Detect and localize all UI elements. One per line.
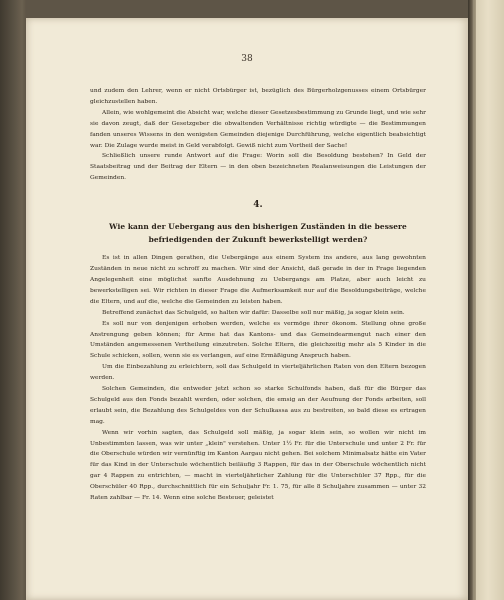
paragraph: Um die Einbezahlung zu erleichtern, soll das Schulgeld in vierteljährlichen Raten von den Eltern bezogen werden. bbox=[90, 364, 426, 382]
page-number: 38 bbox=[241, 54, 253, 64]
paragraph: Betreffend zunächst das Schulgeld, so halten wir dafür: Dasselbe soll nur mäßig, ja sogar klein sein. bbox=[102, 309, 405, 316]
page-sheet bbox=[26, 18, 468, 600]
paragraph: und zudem den Lehrer, wenn er nicht Ortsbürger ist, bezüglich des Bürgerholzgenusses einem Ortsbürger gleichzustellen haben. bbox=[90, 88, 426, 105]
section-title: Wie kann der Uebergang aus den bisherigen Zuständen in die bessere befriedigenden der Zukunft bewerkstelligt werden? bbox=[109, 222, 407, 245]
page-edge-line bbox=[474, 0, 476, 600]
paragraph: Es ist in allen Dingen gerathen, die Uebergänge aus einem System ins andere, aus lang gewohnten Zuständen in neue nicht zu schroff zu machen. Wir sind der Ansicht, daß gerade in der in Frage liegenden Angelegenheit eine möglichst sanfte Ausdehnung zu Uebergangs am Platze, aber auch leicht zu bewerkstelligen sei. Wir richten in dieser Frage die Aufmerksamkeit nur auf die Besoldungsbeiträge, welche die Eltern, und auf die, welche die Gemeinden zu leisten haben. bbox=[90, 255, 426, 305]
paragraph: Allein, wie wohlgemeint die Absicht war, welche dieser Gesetzesbestimmung zu Grunde liegt, und wie sehr sie davon zeugt, daß der Gesetzgeber die obwaltenden Verhältnisse richtig würdigte — die Bestimmungen fanden unseres Wissens in den wenigsten Gemeinden diejenige Durchführung, welche eigentlich beabsichtigt war. Die Zulage wurde meist in Geld verabfolgt. Gewiß nicht zum Vortheil der Sache! bbox=[90, 109, 426, 149]
page-body bbox=[90, 86, 426, 504]
paragraph: Es soll nur von denjenigen erhoben werden, welche es vermöge ihrer ökonom. Stellung ohne große Anstrengung geben können; für Arme hat das Kantons- und das Gemeindearmengut nach einer den Umständen angemessenen Vertheilung einzutreten. Solche Eltern, die gleichzeitig mehr als 5 Kinder in die Schule schicken, sollen, wenn sie es verlangen, auf eine Ermäßigung Anspruch haben. bbox=[90, 320, 426, 360]
paragraph: Wenn wir vorhin sagten, das Schulgeld soll mäßig, ja sogar klein sein, so wollen wir nicht im Unbestimmten lassen, was wir unter „klein" verstehen. Unter 1½ Fr. für die Unterschule und unter 2 Fr. für die Oberschule würden wir vernünftig im Kanton Aargau nicht gehen. Bei solchem Minimalsatz hätte ein Vater für das Kind in der Unterschule wöchentlich beiläufig 3 Rappen, für das in der Oberschule wöchentlich nicht gar 4 Rappen zu entrichten, — macht in vierteljährlicher Zahlung für die Unterschüler 37 Rpp., für die Oberschüler 40 Rpp., durchschnittlich für ein Schuljahr Fr. 1. 75, für alle 8 Schuljahre zusammen — unter 32 Raten zahlbar — Fr. 14. Wenn eine solche Besteuer, geleistet bbox=[90, 429, 426, 502]
paragraph: Solchen Gemeinden, die entweder jetzt schon so starke Schulfonds haben, daß für die Bürger das Schulgeld aus den Fonds bezahlt werden, oder solchen, die emsig an der Aeufnung der Fonds arbeiten, soll erlaubt sein, die Bezahlung des Schulgeldes von der Schulkassa aus zu bestreiten, so bald diese es ertragen mag. bbox=[90, 386, 426, 425]
section-number: 4. bbox=[253, 200, 263, 211]
paragraph: Schließlich unsere runde Antwort auf die Frage: Worin soll die Besoldung bestehen? In Geld der Staatsbeitrag und der Beitrag der Eltern — in den oben bezeichneten Realanweisungen die Leistungen der Gemeinden. bbox=[90, 153, 426, 182]
